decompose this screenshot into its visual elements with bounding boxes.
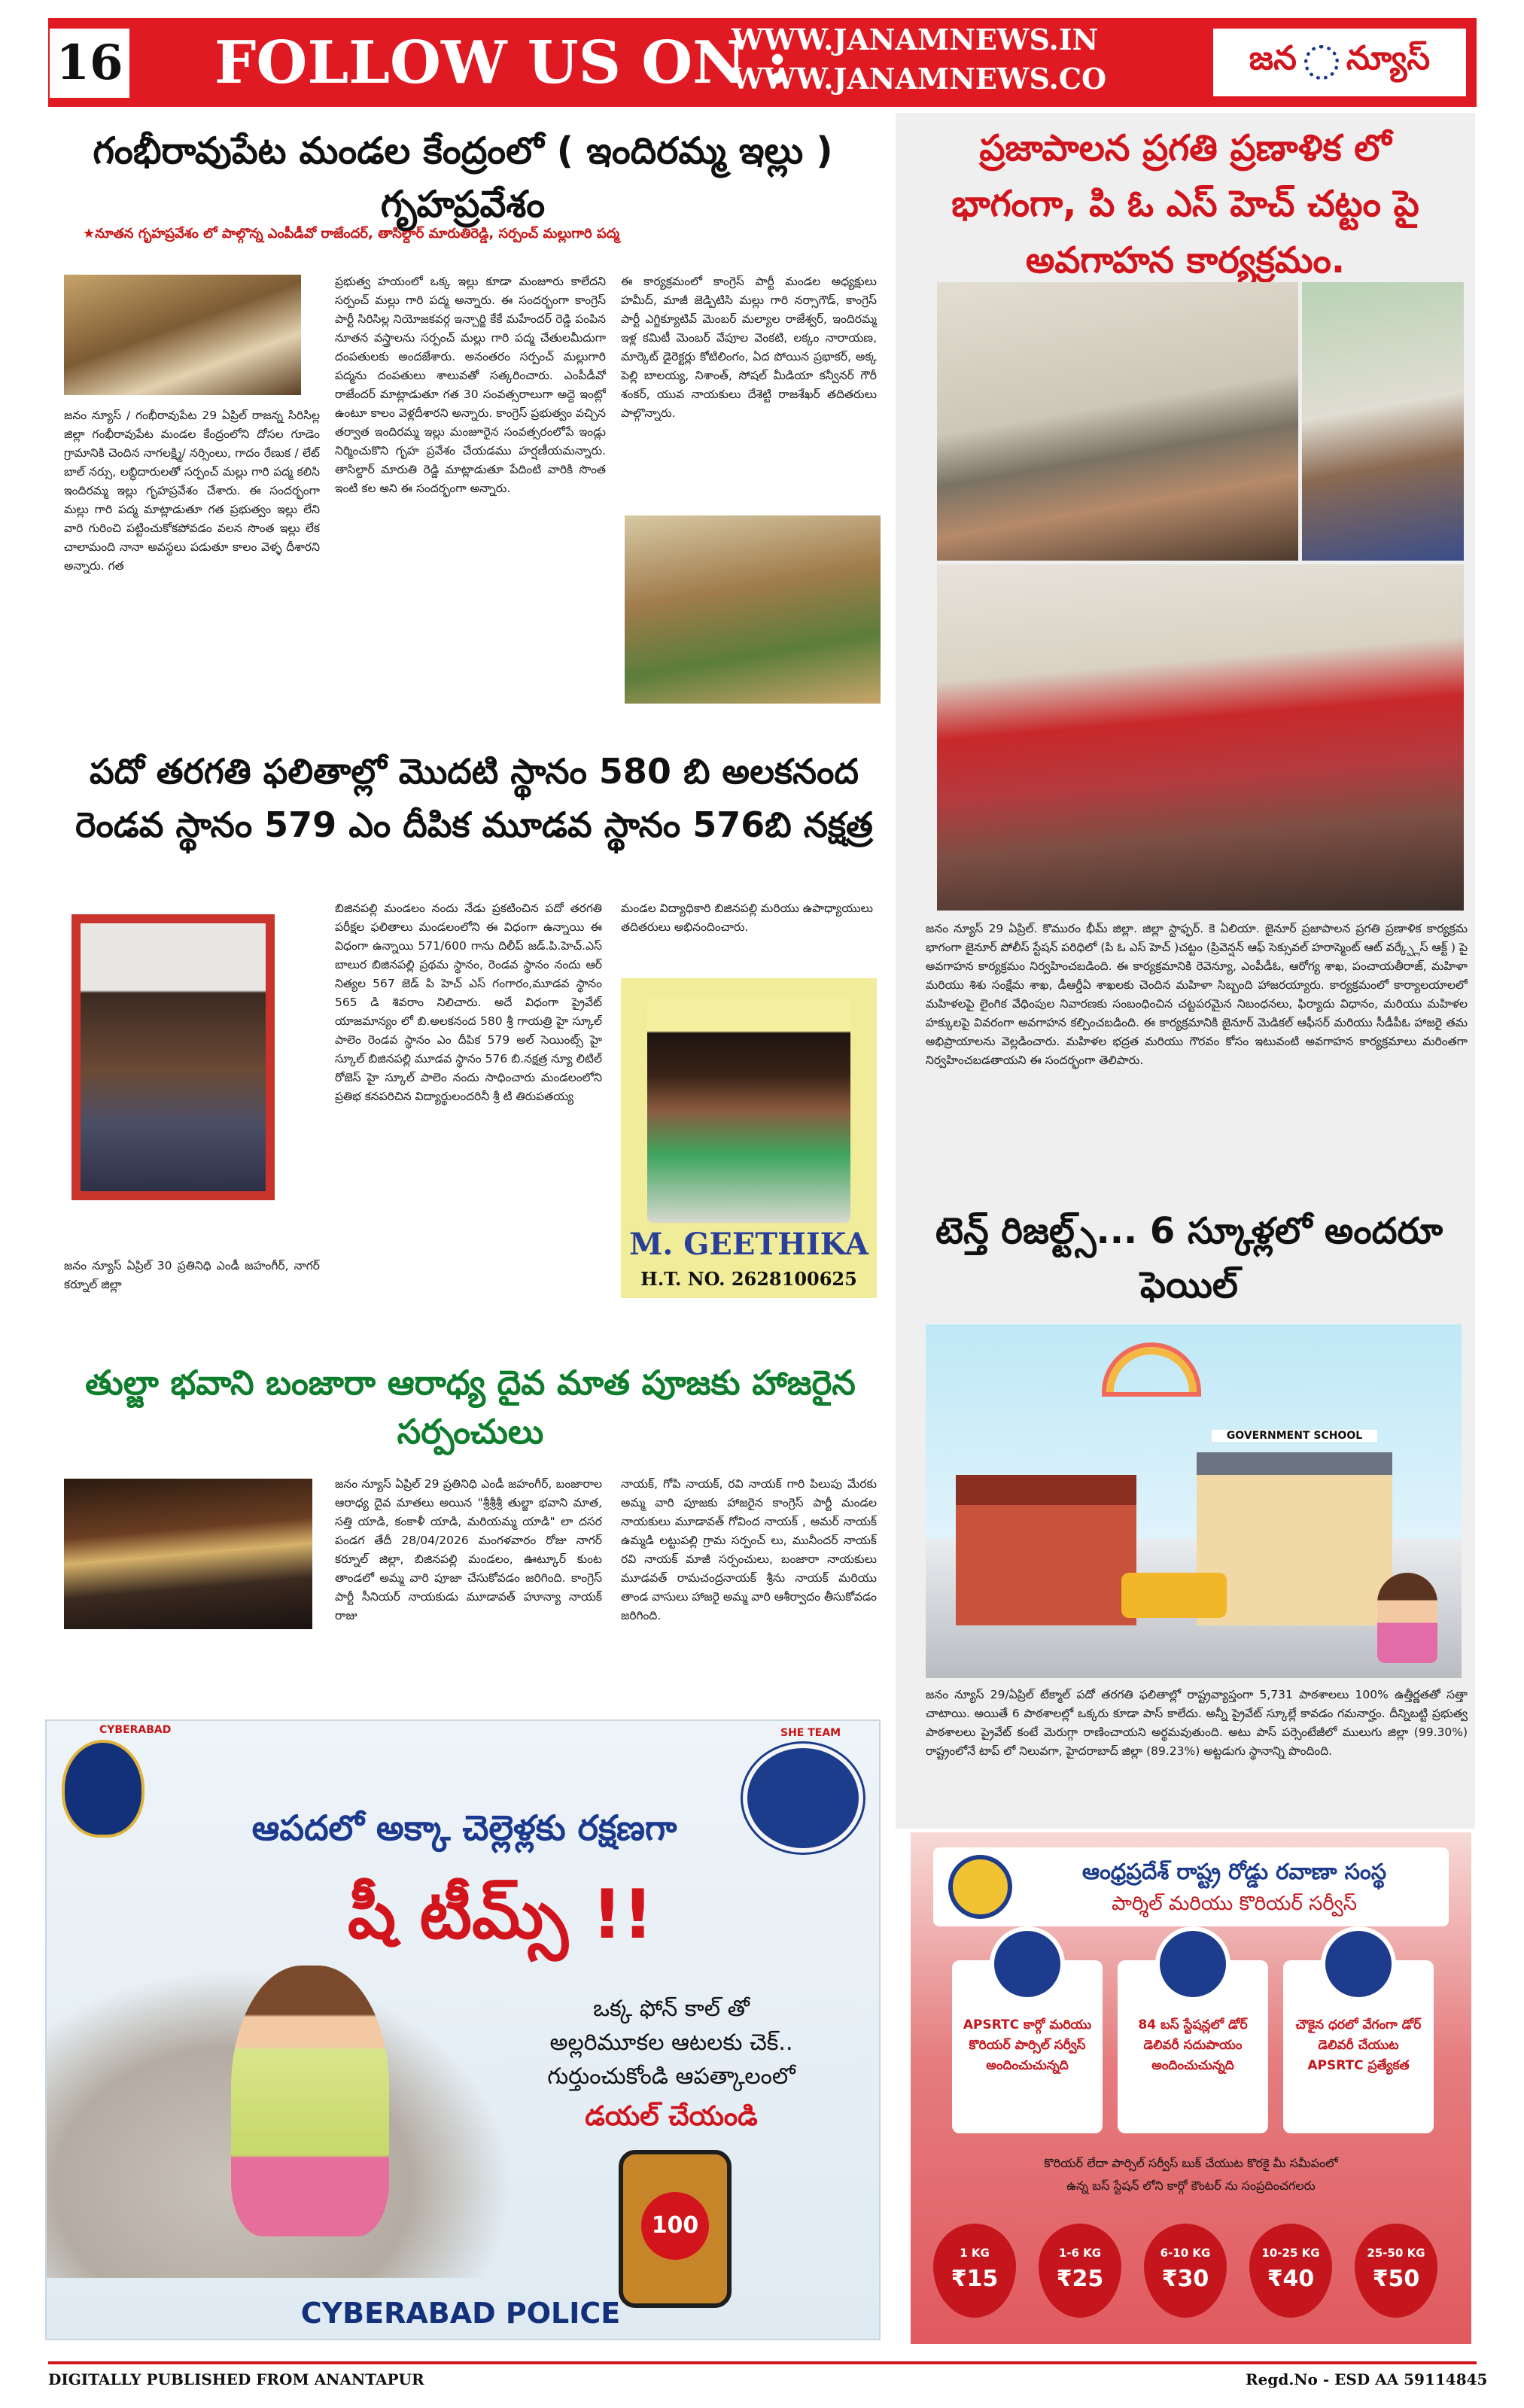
cyberabad-label-left: CYBERABAD xyxy=(99,1724,172,1736)
story4-photo-top-right xyxy=(1302,282,1464,561)
phone-message-3: గుర్తుంచుకోండి ఆపత్కాలంలో xyxy=(547,2063,795,2090)
school-illustration xyxy=(926,1324,1462,1678)
footer-regd-no: Regd.No - ESD AA 59114845 xyxy=(1246,2370,1488,2388)
woman-illustration xyxy=(231,1966,389,2236)
rate-price: ₹30 xyxy=(1161,2266,1209,2292)
boy-portrait xyxy=(81,923,266,1191)
rate-weight: 10-25 KG xyxy=(1261,2246,1320,2260)
story1-photo-people xyxy=(625,515,881,704)
rate-price: ₹40 xyxy=(1267,2266,1315,2292)
she-teams-ad xyxy=(45,1719,881,2340)
story1-photo-group xyxy=(64,275,301,395)
bus-icon xyxy=(1155,1926,1230,2002)
rate-weight: 1 KG xyxy=(960,2246,990,2260)
story3-photo-puja xyxy=(64,1479,312,1629)
rate-badge xyxy=(1144,2224,1227,2318)
service-card-door-text: 84 బస్ స్టేషన్లలో డోర్ డెలివరీ సదుపాయం అందించుచున్నది xyxy=(1138,2017,1248,2073)
logo-text-left: జన xyxy=(1249,39,1297,78)
school-sign: GOVERNMENT SCHOOL xyxy=(1212,1430,1377,1442)
service-card-courier-text: APSRTC కార్గో మరియు కొరియర్ పార్సిల్ సర్వీస్ అందించుచున్నది xyxy=(963,2017,1092,2073)
footer-rule xyxy=(48,2361,1477,2364)
service-card-door-delivery xyxy=(1118,1960,1268,2133)
story5-headline: టెన్త్ రిజల్ట్స్... 6 స్కూళ్లలో అందరూ ఫెయిల్ xyxy=(935,1210,1443,1306)
rate-weight: 6-10 KG xyxy=(1160,2246,1211,2260)
story4-photo-meeting xyxy=(937,282,1298,561)
student-photo-boy xyxy=(71,914,275,1200)
student-photo-geethika xyxy=(621,978,877,1298)
apsrtc-ad xyxy=(911,1832,1471,2344)
rate-badge xyxy=(933,2224,1016,2318)
page-number: 16 xyxy=(50,29,129,98)
story1-subheadline: ★నూతన గృహప్రవేశం లో పాల్గొన్న ఎంపీడీవో రాజేందర్, తాసిల్దార్ మారుతిరెడ్డి, సర్పంచ్ మల్లుగారి పద్మ xyxy=(83,226,620,242)
apsrtc-service-name: పార్శిల్ మరియు కొరియర్ సర్వీస్ xyxy=(1112,1893,1357,1915)
story2-column-1: బిజినపల్లి మండలం నందు నేడు ప్రకటించిన పదో తరగతి పరీక్షల ఫలితాలు మండలంలోని ఈ విధంగా ఉన్నాయి ఈ విధంగా ఉన్నాయి 571/600 గాను దిలీప్ జడ్.పి.హెచ్.ఎస్ బాలుర బిజినపల్లి ప్రథమ స్థానం, రెండవ స్థానం నందు ఆర్ నిత్యల 567 జెడ్ పి హెచ్ ఎస్ గంగారం,మూడవ స్థానం 565 డి శివరాం నిలిచారు. అదే విధంగా ప్రైవేట్ యాజమాన్యం లో బి.అలకనంద 580 శ్రీ గాయత్రి హై స్కూల్ పాలెం రెండవ స్థానం ఎం దీపిక 579 అల్ సెయింట్స్ హై స్కూల్ బిజినపల్లి మూడవ స్థానం 576 బి.నక్షత్ర న్యూ లిటిల్ రోజెస్ హై స్కూల్ పాలెం నందు సాధించారు మండలంలోని ప్రతిభ కనపరిచిన విద్యార్థులందరినీ శ్రీ టి తిరుపతయ్య xyxy=(335,901,602,1103)
rate-price: ₹25 xyxy=(1056,2266,1104,2292)
story1-column-2: ప్రభుత్వ హయంలో ఒక్క ఇల్లు కూడా మంజూరు కాలేదని సర్పంచ్ మల్లు గారి పద్మ అన్నారు. ఈ సందర్భంగా కాంగ్రెస్ పార్టీ సిరిసిల్ల నియోజకవర్గ ఇన్చార్జి కేకే మహేందర్ రెడ్డి పంపిన నూతన వస్త్రాలను సర్పంచ్ మల్లు గారి పద్మ చేతులమీదుగా దంపతులకు అందజేశారు. అనంతరం సర్పంచ్ మల్లుగారి పద్మను దంపతులు శాలువతో సత్కరించారు. ఎంపీడీవో రాజేందర్ మాట్లాడుతూ గత 30 సంవత్సరాలుగా అద్దె ఇంట్లో ఉంటూ కాలం వెళ్లదీశారని అన్నారు. కాంగ్రెస్ ప్రభుత్వం వచ్చిన తర్వాత ఇందిరమ్మ ఇల్లు మంజూరైన సంవత్సరంలోపే ఇండ్లు నిర్మించుకొని గృహ ప్రవేశం చేయడము హర్షణీయమన్నారు. తాసిల్దార్ మారుతి రెడ్డి మాట్లాడుతూ పేదింటి వారికి సొంత ఇంటి కల అని ఈ సందర్భంగా అన్నారు. xyxy=(335,275,606,495)
building-left-illustration xyxy=(956,1475,1136,1625)
service-card-fast-text: చౌకైన ధరలో వేగంగా డోర్ డెలివరీ చేయుట APSRTC ప్రత్యేకత xyxy=(1295,2017,1422,2073)
rate-badge xyxy=(1355,2224,1437,2318)
story1-column-1: జనం న్యూస్ / గంభీరావుపేట 29 ఏప్రిల్ రాజన్న సిరిసిల్ల జిల్లా గంభీరావుపేట మండల కేంద్రంలోని దోసల గూడెం గ్రామానికి చెందిన నాగలక్ష్మి/ నర్సింలు, గాదం రేణుక / లేట్ బాల్ నర్సు, లబ్ధిదారులతో సర్పంచ్ మల్లు గారి పద్మ కలిసి ఇందిరమ్మ ఇల్లు గృహప్రవేశం చేశారు. ఈ సందర్భంగా మల్లు గారి పద్మ మాట్లాడుతూ గత ప్రభుత్వం ఇల్లు లేని వారి గురించి పట్టించుకోకపోవడం వలన సొంత ఇల్లు లేక చాలామంది నానా అవస్థలు పడుతూ కాలం వెళ్ళ దీశారని అన్నారు. గత xyxy=(64,409,320,573)
story2-caption: జనం న్యూస్ ఏప్రిల్ 30 ప్రతినిధి ఎండీ జహంగీర్, నాగర్ కర్నూల్ జిల్లా xyxy=(64,1259,320,1291)
phone-message-2: అల్లరిమూకల ఆటలకు చెక్.. xyxy=(549,2029,793,2056)
she-teams-title: షీ టీమ్స్ !! xyxy=(348,1875,654,1954)
logo-text-right: న్యూస్ xyxy=(1346,39,1431,78)
story3-headline: తుల్జా భవాని బంజారా ఆరాధ్య దైవ మాత పూజకు హాజరైన సర్పంచులు xyxy=(85,1363,856,1452)
story4-headline: ప్రజాపాలన ప్రగతి ప్రణాళిక లో భాగంగా, పి ఓ ఎస్ హెచ్ చట్టం పై అవగాహన కార్యక్రమం. xyxy=(951,127,1419,281)
story3-column-1: జనం న్యూస్ ఏప్రిల్ 29 ప్రతినిధి ఎండీ జహంగీర్, బంజారాల ఆరాధ్య దైవ మాతలు అయిన "శ్రీశ్రీశ్రీ తుల్జా భవాని మాత, సత్తి యాడి, కంకాళీ యాడి, మరియమ్మ యాడి" లా దసర పండగ తేదీ 28/04/2026 మంగళవారం రోజు నాగర్ కర్నూల్ జిల్లా, బిజినపల్లి మండలం, ఊట్కూర్ కుంట తాండలో అమ్మ వారి పూజా చేసుకోవడం జరిగింది. కాంగ్రెస్ పార్టీ సీనియర్ నాయకుడు మూడావత్ హూన్యా నాయక్ రాజు xyxy=(335,1477,602,1622)
rainbow-illustration xyxy=(1106,1347,1197,1392)
booking-note-2: ఉన్న బస్ స్టేషన్ లోని కార్గో కౌంటర్ ను సంప్రదించగలరు xyxy=(1066,2178,1316,2193)
she-team-tagline: ఆపదలో అక్కా చెల్లెళ్లకు రక్షణగా xyxy=(251,1808,677,1848)
apsrtc-logo-icon xyxy=(948,1855,1012,1919)
dial-100-icon: 100 xyxy=(641,2192,709,2260)
booking-note-1: కొరియర్ లేదా పార్సిల్ సర్వీస్ బుక్ చేయుట కొరకై మీ సమీపంలో xyxy=(1044,2156,1338,2170)
story3-column-2: నాయక్, గోపి నాయక్, రవి నాయక్ గారి పిలుపు మేరకు అమ్మ వారి పూజకు హాజరైన కాంగ్రెస్ పార్టీ మండల నాయకులు మూడావత్ గోవింద నాయక్ , అమర్ నాయక్ ఉమ్మడి లట్టుపల్లి గ్రామ సర్పంచ్ లు, మునీందర్ నాయక్ రవి నాయక్ మాజీ సర్పంచులు, బంజారా నాయకులు మూడవత్ రామచంద్రనాయక్ శ్రీను నాయక్ మరియు తాండ వాసులు హాజరై అమ్మ వారి ఆశీర్వాదం తీసుకోవడం జరిగింది. xyxy=(621,1477,877,1622)
dial-label: డయల్ చేయండి xyxy=(585,2101,758,2132)
clock-icon xyxy=(1321,1926,1396,2002)
service-card-fast-delivery xyxy=(1283,1960,1434,2133)
phone-illustration xyxy=(619,2150,732,2308)
police-badge-left xyxy=(62,1740,144,1838)
parcel-icon xyxy=(990,1926,1065,2002)
story2-column-2: మండల విద్యాధికారి బిజినపల్లి మరియు ఉపాధ్యాయులు తదితరులు అభినందించారు. xyxy=(621,901,873,934)
website-link-in[interactable]: WWW.JANAMNEWS.IN xyxy=(732,23,1099,56)
hall-ticket-no: H.T. NO. 2628100625 xyxy=(640,1268,857,1290)
story4-photo-audience xyxy=(937,564,1464,911)
story1-column-3: ఈ కార్యక్రమంలో కాంగ్రెస్ పార్టీ మండల అధ్యక్షులు హమీద్, మాజీ జెడ్పిటిసి మల్లు గారి నర్సాగౌడ్, కాంగ్రెస్ పార్టీ ఎగ్జిక్యూటివ్ మెంబర్ మల్యాల రాజేశ్వర్, ఇందిరమ్మ ఇళ్ల కమిటీ మెంబర్ వేపూల వెంకటి, లక్కం నారాయణ, మార్కెట్ డైరెక్టర్లు కోటిలింగం, ఏద పోయిన ప్రభాకర్, అక్క పెల్లి బాలయ్య, నిశాంత్, సోషల్ మీడియా కన్వీనర్ గౌరీ శంకర్, యువ నాయకులు దేశెట్టి రాజశేఖర్ తదితరులు పాల్గొన్నారు. xyxy=(621,275,877,420)
rate-price: ₹50 xyxy=(1372,2266,1420,2292)
rate-price: ₹15 xyxy=(951,2266,999,2292)
story1-headline: గంభీరావుపేట మండల కేంద్రంలో ( ఇందిరమ్మ ఇల్లు ) గృహప్రవేశం xyxy=(93,129,833,227)
story4-body: జనం న్యూస్ 29 ఏప్రిల్. కొమురం భీమ్ జిల్లా. జిల్లా స్టాఫ్ఫర్. కె ఏలియా. జైనూర్ ప్రజాపాలన ప్రగతి ప్రణాళిక కార్యక్రమ భాగంగా జైనూర్ పోలీస్ స్టేషన్ పరిధిలో (పి ఓ ఎస్ హెచ్ )చట్టం (ప్రివెన్షన్ ఆఫ్ సెక్సువల్ హరాస్మెంట్ ఆట్ వర్క్ప్లేస్ ఆక్ట్ ) పై అవగాహన కార్యక్రమం నిర్వహించబడింది. ఈ కార్యక్రమానికి రెవెన్యూ, ఎంపీడీఓ, ఆరోగ్య శాఖ, పంచాయతీరాజ్, మహిళా మరియు శిశు సంక్షేమ శాఖ, డీఆర్డీఏ శాఖలకు చెందిన మహిళా సిబ్బంది హాజరయ్యారు. కార్యక్రమంలో కార్యాలయాలలో మహిళలపై లైంగిక వేధింపుల నివారణకు సంబంధించిన చట్టపరమైన నిబంధనలు, ఫిర్యాదు విధానం, మరియు మహిళల హక్కులపై వివరంగా అవగాహన కల్పించబడింది. ఈ కార్యక్రమానికి జైనూర్ మెడికల్ ఆఫీసర్ మరియు సీడీపీఓ హాజరై తమ అభిప్రాయాలను వెల్లడించారు. మహిళల భద్రత మరియు గౌరవం కోసం ఇటువంటి అవగాహన కార్యక్రమాలు మరింతగా నిర్వహించబడతాయని ఈ సందర్భంగా తెలిపారు. xyxy=(926,922,1468,1067)
she-team-label: SHE TEAM xyxy=(780,1727,841,1739)
footer-published: DIGITALLY PUBLISHED FROM ANANTAPUR xyxy=(48,2370,424,2388)
child-illustration xyxy=(1377,1573,1437,1663)
rate-badge xyxy=(1039,2224,1121,2318)
school-bus-illustration xyxy=(1121,1573,1227,1618)
wheel-icon xyxy=(1304,45,1339,80)
phone-message-1: ఒక్క ఫోన్ కాల్ తో xyxy=(593,1996,750,2022)
website-link-co[interactable]: WWW.JANAMNEWS.CO xyxy=(732,62,1107,96)
rate-weight: 1-6 KG xyxy=(1058,2246,1102,2260)
cyberabad-police-footer: CYBERABAD POLICE xyxy=(300,2297,621,2330)
apsrtc-org-name: ఆంధ్రప్రదేశ్ రాష్ట్ర రోడ్డు రవాణా సంస్థ xyxy=(1081,1859,1387,1884)
story2-headline: పదో తరగతి ఫలితాల్లో మొదటి స్థానం 580 బి అలకనంద రెండవ స్థానం 579 ఎం దీపిక మూడవ స్థానం 576బి నక్షత్ర xyxy=(75,751,873,846)
rate-weight: 25-50 KG xyxy=(1367,2246,1425,2260)
geethika-portrait xyxy=(647,997,850,1223)
janam-logo xyxy=(1213,29,1466,96)
student-name: M. GEETHIKA xyxy=(629,1227,868,1262)
service-card-courier xyxy=(952,1960,1103,2133)
follow-us-label: FOLLOW US ON : xyxy=(214,29,789,97)
rate-badge xyxy=(1249,2224,1332,2318)
story5-body: జనం న్యూస్ 29/ఏప్రిల్ టేక్మాల్ పదో తరగతి ఫలితాల్లో రాష్ట్రవ్యాప్తంగా 5,731 పాఠశాలలు 100% ఉత్తీర్ణతతో సత్తా చాటాయి. అయితే 6 పాఠశాలల్లో ఒక్కరు కూడా పాస్ కాలేదు. అన్నీ ప్రైవేట్ స్కూల్లే కావడం గమనార్హం. దీన్నిబట్టి ప్రభుత్వ పాఠశాలలు ప్రైవేట్ కంటే మెరుగ్గా రాణించాయని అర్థమవుతుంది. అటు పాస్ పర్సెంటేజీలో ములుగు జిల్లా (99.30%) రాష్ట్రంలోనే టాప్ లో నిలువగా, హైదరాబాద్ జిల్లా (89.23%) అట్టడుగు స్థానాన్ని పొందింది. xyxy=(926,1688,1468,1758)
